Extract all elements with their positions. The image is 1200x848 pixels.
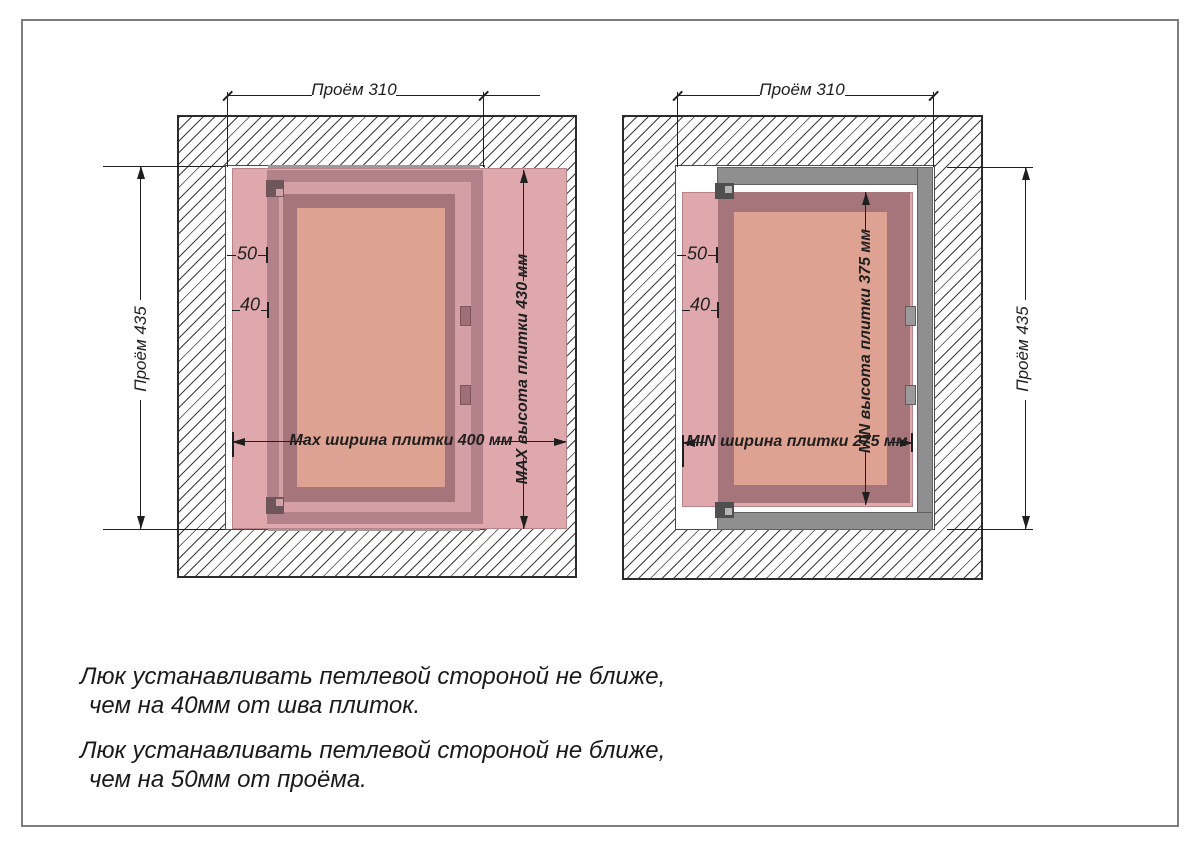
- left-dim310-line-b: [396, 95, 540, 96]
- left-latch-top: [460, 306, 471, 326]
- right-dim435-arrow-down: [1022, 516, 1030, 529]
- left-height-arrow-down: [520, 516, 528, 529]
- left-dim310-ext-left: [227, 92, 228, 167]
- right-height-label: MIN высота плитки 375 мм: [857, 228, 874, 454]
- right-latch-top: [905, 306, 916, 326]
- left-dim435-line-b: [140, 400, 141, 529]
- right-dim435-ext-bottom: [947, 529, 1033, 530]
- right-width-label: MIN ширина плитки 275 мм: [686, 433, 908, 450]
- left-hinge-top-pin: [276, 189, 283, 196]
- note-1: [80, 662, 720, 720]
- left-hinge-bottom-pin: [276, 499, 283, 506]
- right-width-tick-left: [682, 435, 684, 467]
- left-dim435-line-a: [140, 166, 141, 300]
- left-dim435-ext-top: [103, 166, 225, 167]
- note-2: [80, 736, 720, 794]
- right-dim435-line-b: [1025, 400, 1026, 529]
- right-dim50-dash-a: [677, 255, 686, 256]
- left-dim310-line-a: [227, 95, 312, 96]
- left-height-label: MAX высота плитки 430 мм: [514, 253, 531, 485]
- right-dim310-ext-right: [933, 92, 934, 167]
- left-dim435-arrow-up: [137, 166, 145, 179]
- right-height-arrow-up: [862, 192, 870, 205]
- right-hinge-bottom-pin: [725, 508, 732, 515]
- right-dim435-ext-top: [947, 167, 1033, 168]
- right-dim310-line-a: [677, 95, 760, 96]
- left-height-arrow-up: [520, 170, 528, 183]
- right-dim50-label: 50: [686, 243, 708, 264]
- right-metal-frame-right: [917, 167, 933, 530]
- right-height-arrow-down: [862, 492, 870, 505]
- right-dim435-line-a: [1025, 167, 1026, 300]
- left-dim435-ext-bottom: [103, 529, 225, 530]
- installation-notes: [80, 662, 720, 794]
- left-dim50-label: 50: [236, 243, 258, 264]
- left-dim40-tick: [267, 302, 269, 318]
- left-dim50-dash-a: [227, 255, 236, 256]
- right-dim310-ext-left: [677, 92, 678, 167]
- right-dim50-tick: [716, 247, 718, 263]
- left-width-label: Мах ширина плитки 400 мм: [289, 432, 513, 449]
- right-dim435-arrow-up: [1022, 167, 1030, 180]
- note-1-line-2: чем на 40мм от шва плиток.: [89, 692, 421, 719]
- left-dim40-dash-a: [232, 310, 240, 311]
- right-metal-frame-top: [717, 167, 933, 185]
- right-latch-bottom: [905, 385, 916, 405]
- right-dim40-tick: [717, 302, 719, 318]
- left-dim435-label: Проём 435: [131, 306, 150, 392]
- left-dim50-tick: [266, 247, 268, 263]
- left-latch-bottom: [460, 385, 471, 405]
- right-metal-frame-bottom: [717, 512, 933, 530]
- right-dim310-line-b: [845, 95, 934, 96]
- note-2-line-2: чем на 50мм от проёма.: [89, 766, 367, 793]
- right-dim40-label: 40: [689, 294, 711, 315]
- left-dim435-arrow-down: [137, 516, 145, 529]
- right-hinge-top-pin: [725, 186, 732, 193]
- right-dim310-label: Проём 310: [759, 80, 845, 99]
- right-width-tick-right: [911, 433, 913, 452]
- right-dim50-dash-b: [708, 255, 716, 256]
- left-dim310-ext-right: [483, 92, 484, 167]
- left-width-tick: [232, 432, 234, 457]
- right-dim435-label: Проём 435: [1013, 306, 1032, 392]
- note-2-line-1: Люк устанавливать петлевой стороной не ближе,: [80, 737, 666, 764]
- right-dim40-dash-a: [682, 310, 690, 311]
- note-1-line-1: Люк устанавливать петлевой стороной не ближе,: [80, 663, 666, 690]
- left-width-arrow-right: [554, 438, 567, 446]
- left-dim40-label: 40: [239, 294, 261, 315]
- left-width-arrow-left: [232, 438, 245, 446]
- left-dim50-dash-b: [258, 255, 266, 256]
- left-dim310-label: Проём 310: [311, 80, 397, 99]
